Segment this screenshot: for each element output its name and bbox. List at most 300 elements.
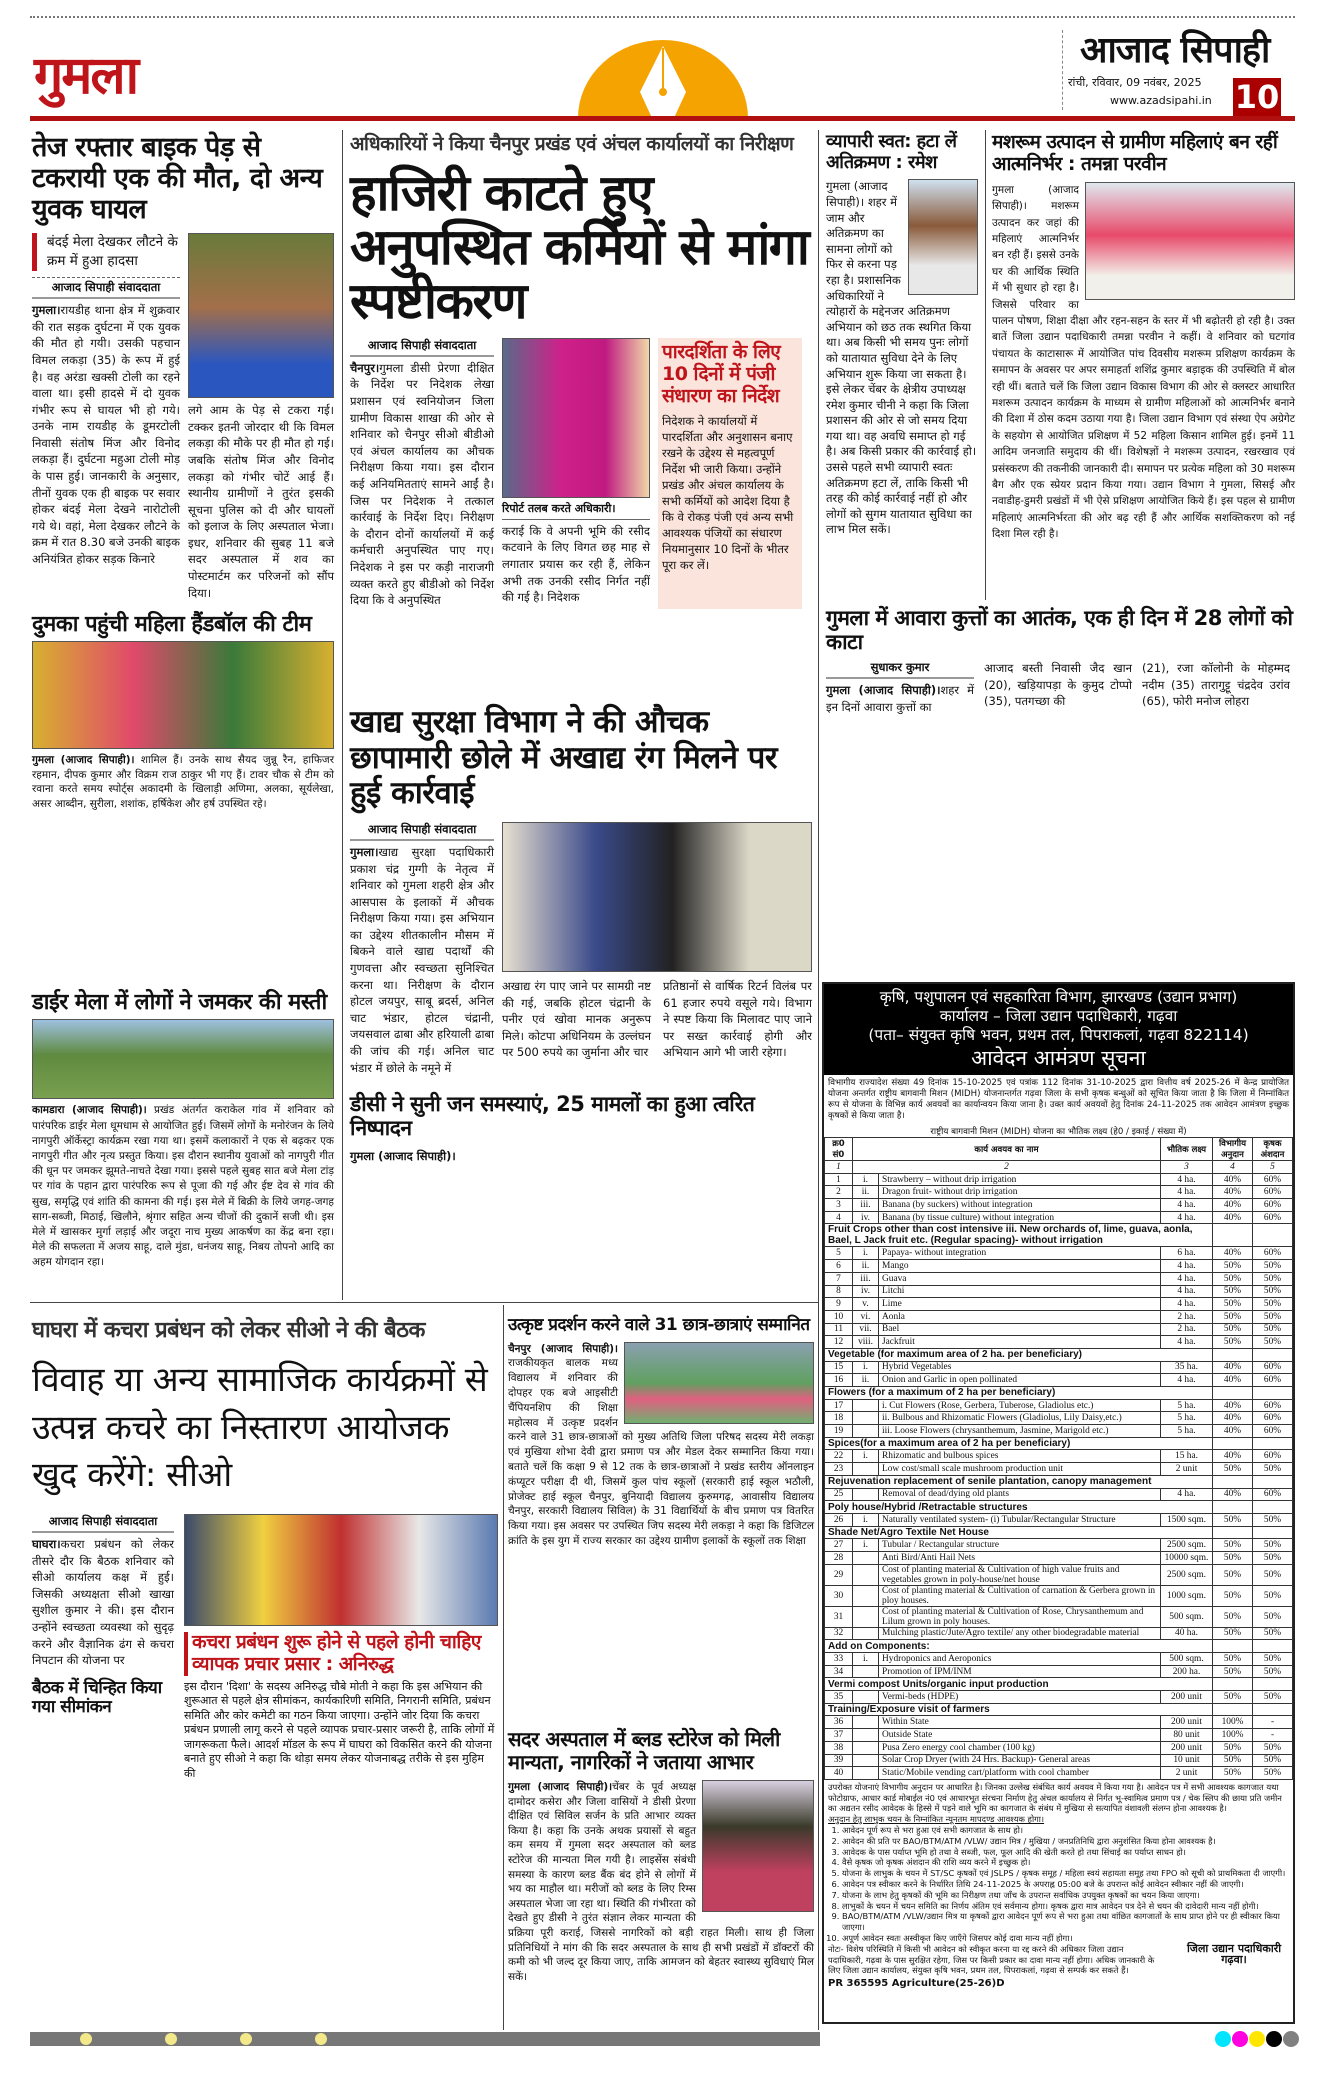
table-row: [825, 1539, 1293, 1552]
table-row: [825, 1361, 1293, 1374]
farmer-share-cell: 60%: [1253, 1450, 1293, 1463]
sub-index-cell: [853, 1412, 879, 1425]
subsidy-cell: 50%: [1213, 1551, 1253, 1564]
empty-cell: [1213, 1703, 1253, 1716]
article-body: (21), रजा कॉलोनी के मोहम्मद नदीम (35) तारागुट्टू चंद्रदेव उरांव (65), फोरी मनोज लोहरा: [1142, 661, 1290, 709]
subsidy-cell: 50%: [1213, 1310, 1253, 1323]
table-row: [825, 1450, 1293, 1463]
article-body: आजाद बस्ती निवासी जैद खान (20), खड़ियापड़ा के कुमुद टोप्पो (35), पतगच्छा की: [984, 661, 1132, 709]
empty-cell: [1253, 1526, 1293, 1539]
table-section-row: [825, 1387, 1293, 1400]
empty-cell: [1253, 1475, 1293, 1488]
subsidy-cell: 40%: [1213, 1173, 1253, 1186]
dateline: गुमला (आजाद सिपाही)।: [826, 683, 941, 698]
target-cell: 35 ha.: [1161, 1361, 1213, 1374]
serial-cell: 30: [825, 1585, 853, 1606]
table-row: [825, 1272, 1293, 1285]
subsidy-cell: 50%: [1213, 1767, 1253, 1780]
article-body: चेंबर के पूर्व अध्यक्ष दामोदर कसेरा और जिला वासियों ने डीसी प्रेरणा दीक्षित एवं सिविल सर्जन के प्रति आभार व्यक्त किया है। कहा कि उनके अथक प्रयासों से बहुत कम समय में गुमला सदर अस्पताल को ब्लड स्टोरेज की मान्यता मिल गयी है। लाइसेंस संबंधी समस्या के कारण ब्लड बैंक बंद होने से: [508, 1781, 696, 1881]
col-number: 5: [1253, 1161, 1293, 1174]
component-cell: Solar Crop Dryer (with 24 Hrs. Backup)- General areas: [879, 1754, 1161, 1767]
table-row: [825, 1425, 1293, 1438]
table-section-row: [825, 1703, 1293, 1716]
component-cell: Cost of planting material & Cultivation of Rose, Chrysanthemum and Lilum grown in poly houses.: [879, 1606, 1161, 1627]
serial-cell: 6: [825, 1260, 853, 1273]
subsidy-cell: 40%: [1213, 1374, 1253, 1387]
table-row: [825, 1186, 1293, 1199]
sub-index-cell: [853, 1399, 879, 1412]
serial-cell: 10: [825, 1310, 853, 1323]
dateline: कामडारा (आजाद सिपाही)।: [32, 1104, 147, 1117]
component-cell: Hybrid Vegetables: [879, 1361, 1161, 1374]
table-section-row: [825, 1526, 1293, 1539]
target-cell: 4 ha.: [1161, 1260, 1213, 1273]
headline: सदर अस्पताल में ब्लड स्टोरेज को मिली मान्यता, नागरिकों ने जताया आभार: [508, 1727, 780, 1774]
subsidy-cell: 50%: [1213, 1539, 1253, 1552]
serial-cell: 26: [825, 1513, 853, 1526]
serial-cell: 38: [825, 1741, 853, 1754]
farmer-share-cell: 60%: [1253, 1488, 1293, 1501]
empty-cell: [1253, 1348, 1293, 1361]
sub-index-cell: [853, 1488, 879, 1501]
empty-cell: [1253, 1387, 1293, 1400]
farmer-share-cell: 60%: [1253, 1412, 1293, 1425]
target-cell: 500 sqm.: [1161, 1653, 1213, 1666]
serial-cell: 16: [825, 1374, 853, 1387]
component-cell: Guava: [879, 1272, 1161, 1285]
website-link[interactable]: www.azadsipahi.in: [1110, 94, 1212, 107]
criteria-title: अनुदान हेतु लाभुक चयन के निम्नांकित न्यूनतम मापदण्ड आवश्यक होगा।: [828, 1814, 1045, 1825]
farmer-share-cell: -: [1253, 1716, 1293, 1729]
criteria-item: 10. अपूर्ण आवेदन स्वतः अस्वीकृत किए जाएँगे जिसपर कोई दावा मान्य नहीं होगा।: [842, 1933, 1289, 1944]
farmer-share-cell: -: [1253, 1729, 1293, 1742]
farmer-share-cell: 60%: [1253, 1361, 1293, 1374]
target-cell: 80 unit: [1161, 1729, 1213, 1742]
headline: तेज रफ्तार बाइक पेड़ से टकरायी एक की मौत, दो अन्य युवक घायल: [32, 132, 323, 226]
sub-index-cell: i.: [853, 1653, 879, 1666]
farmer-share-cell: 60%: [1253, 1425, 1293, 1438]
serial-cell: 15: [825, 1361, 853, 1374]
target-cell: 200 unit: [1161, 1691, 1213, 1704]
component-cell: Mulching plastic/Jute/Agro textile/ any other biodegradable material: [879, 1627, 1161, 1640]
table-row: [825, 1564, 1293, 1585]
component-cell: Low cost/small scale mushroom production unit: [879, 1463, 1161, 1476]
sub-index-cell: ii.: [853, 1374, 879, 1387]
sub-index-cell: i.: [853, 1247, 879, 1260]
officer-photo: [502, 338, 650, 498]
component-cell: Banana (by suckers) without integration: [879, 1199, 1161, 1212]
farmer-share-cell: 50%: [1253, 1272, 1293, 1285]
criteria-item: 3. आवेदक के पास पर्याप्त भूमि हो तथा वे सब्जी, फल, फूल आदि की खेती करते हो तथा सिंचाई का पर्याप्त साधन हो।: [842, 1847, 1289, 1858]
headline: उत्कृष्ट प्रदर्शन करने वाले 31 छात्र-छात्राएं सम्मानित: [508, 1315, 810, 1335]
farmer-share-cell: 50%: [1253, 1653, 1293, 1666]
table-row: [825, 1399, 1293, 1412]
subsidy-cell: 50%: [1213, 1585, 1253, 1606]
subsidy-cell: 50%: [1213, 1272, 1253, 1285]
component-cell: Naturally ventilated system- (i) Tubular/Rectangular Structure: [879, 1513, 1161, 1526]
component-cell: Static/Mobile vending cart/platform with cool chamber: [879, 1767, 1161, 1780]
empty-cell: [1213, 1526, 1253, 1539]
table-row: [825, 1260, 1293, 1273]
serial-cell: 31: [825, 1606, 853, 1627]
ad-department: कृषि, पशुपालन एवं सहकारिता विभाग, झारखण्ड (उद्यान प्रभाग): [879, 988, 1238, 1006]
target-cell: 2 ha.: [1161, 1310, 1213, 1323]
raid-photo: [502, 822, 812, 972]
component-cell: Cost of planting material & Cultivation of carnation & Gerbera grown in ploy houses.: [879, 1585, 1161, 1606]
article-body: रायडीह थाना क्षेत्र में शुक्रवार की रात सड़क दुर्घटना में एक युवक की मौत हो गयी। उसकी पहचान विमल लकड़ा (35) के रूप में हुई है। वह अरंडा खक्सी टोली का रहने वाला था। इसी हादसे में दो युवक गंभीर रूप से घायल भी हो गये। उनके नाम रायडीह के डूमरटोली निवासी संतोष मिंज और विनोद लकड़ा हैं। दुर्घटना महुआ टोली मोड़ के पास हुई। जानकारी के अनुसार, तीनों युवक एक ही बाइक पर सवार होकर बंदई मेला देखने नारोटोली गये थे। वहां, मेला देखकर लौटने के क्रम में रात 8.30 बजे उनकी बाइक अनियंत्रित होकर सड़क किनारे: [32, 303, 180, 567]
empty-cell: [1213, 1437, 1253, 1450]
subsidy-cell: 50%: [1213, 1606, 1253, 1627]
ad-note: नोटः- विशेष परिस्थिति में किसी भी आवेदन को स्वीकृत करना या रद्द करने की अधिकार जिला उद्यान पदाधिकारी, गढ़वा के पास सुरक्षित रहेगा, जिस पर किसी प्रकार का दावा मान्य नहीं होगा। अधिक जानकारी के लिए जिला उद्यान कार्यालय, संयुक्त कृषि भवन, प्रथम तल, पिपराकलां, गढ़वा से सम्पर्क कर सकते हैं।: [828, 1943, 1155, 1976]
serial-cell: 36: [825, 1716, 853, 1729]
article-body: गुमला (आजाद सिपाही)। शहर में जाम और अतिक्रमण का सामना लोगों को फिर से करना पड़ रहा है। प्रशासनिक अधिकारियों ने त्योहारों के मद्देनजर अतिक्रमण अभियान को छठ तक स्थगित किया था। अब किसी भी समय पुनः लोगों को यातायात सुविधा देने के लिए अभियान शुरू किया जा सकता है। इसे लेकर चेंबर के क्षेत्रीय उपाध्यक्ष रमेश कुमार चीनी ने कहा कि जिला प्रशासन की ओर से जो समय दिया गया था। वह अवधि समाप्त हो गई है। अब किसी प्रकार की कार्रवाई हो। उससे पहले सभी व्यापारी स्वतः अतिक्रमण हटा लें, ताकि किसी भी तरह की कोई कार्रवाई नहीं हो और लोगों को सुगम यातायात सुविधा का लाभ मिल सकें।: [826, 179, 977, 537]
students-photo: [624, 1342, 814, 1424]
table-section-row: [825, 1640, 1293, 1653]
target-cell: 4 ha.: [1161, 1272, 1213, 1285]
subsidy-cell: 40%: [1213, 1450, 1253, 1463]
article-trader: [826, 132, 978, 538]
serial-cell: 17: [825, 1399, 853, 1412]
component-cell: Vermi-beds (HDPE): [879, 1691, 1161, 1704]
box-headline: पारदर्शिता के लिए 10 दिनों में पंजी संधारण का निर्देश: [662, 340, 781, 407]
sub-index-cell: vi.: [853, 1310, 879, 1323]
registration-mark: [1232, 2031, 1248, 2047]
criteria-item: 5. योजना के लाभुक के चयन में ST/SC कृषकों एवं JSLPS / कृषक समूह / महिला स्वयं सहायता समूह तथा FPO को सूची को प्राथमिकता दी जाएगी।: [842, 1868, 1289, 1879]
subsidy-cell: 40%: [1213, 1186, 1253, 1199]
article-stray-dogs: [826, 606, 1295, 715]
serial-cell: 5: [825, 1247, 853, 1260]
sub-index-cell: i.: [853, 1539, 879, 1552]
meeting-photo: [184, 1514, 498, 1626]
col-header: भौतिक लक्ष्य: [1161, 1138, 1213, 1161]
serial-cell: 12: [825, 1336, 853, 1349]
byline: आजाद सिपाही संवाददाता: [32, 277, 180, 299]
sub-index-cell: ii.: [853, 1186, 879, 1199]
kicker: घाघरा में कचरा प्रबंधन को लेकर सीओ ने की बैठक: [32, 1318, 425, 1343]
section-title: Rejuvenation replacement of senile plantation, canopy management: [825, 1475, 1213, 1488]
criteria-item: 9. BAO/BTM/ATM /VLW/उद्यान मित्र या कृषकों द्वारा आवेदन पूर्ण रूप से भरा हुआ तथा वांछित कागजातों के साथ प्राप्त होने पर ही स्वीकार किया जाएगा।: [842, 1911, 1289, 1933]
ramesh-photo: [908, 179, 978, 295]
headline: गुमला में आवारा कुत्तों का आतंक, एक ही दिन में 28 लोगों को काटा: [826, 606, 1293, 655]
column-divider: [985, 130, 986, 600]
article-body: अखाद्य रंग पाए जाने पर सामग्री नष्ट की गई, जबकि होटल चंद्रानी के पनीर एवं खोवा मानक अनुरूप मिले। कोटपा अधिनियम के उल्लंघन पर 500 रुपये का जुर्माना और चार: [502, 978, 651, 1060]
farmer-share-cell: 50%: [1253, 1627, 1293, 1640]
empty-cell: [1213, 1224, 1253, 1247]
sub-index-cell: [853, 1665, 879, 1678]
target-cell: 2500 sqm.: [1161, 1564, 1213, 1585]
farmer-share-cell: 50%: [1253, 1665, 1293, 1678]
headline: खाद्य सुरक्षा विभाग ने की औचक छापामारी छोले में अखाद्य रंग मिलने पर हुई कार्रवाई: [350, 704, 778, 812]
subsidy-cell: 40%: [1213, 1488, 1253, 1501]
article-inspection: [350, 134, 812, 609]
farmer-share-cell: 50%: [1253, 1310, 1293, 1323]
table-section-row: [825, 1678, 1293, 1691]
ad-notes: [824, 1780, 1293, 1978]
target-cell: 5 ha.: [1161, 1412, 1213, 1425]
subsidy-cell: 50%: [1213, 1564, 1253, 1585]
table-row: [825, 1247, 1293, 1260]
table-row: [825, 1729, 1293, 1742]
subsidy-cell: 40%: [1213, 1399, 1253, 1412]
column-divider: [503, 1305, 504, 2030]
headline: व्यापारी स्वत: हटा लें अतिक्रमण : रमेश: [826, 131, 957, 173]
dateline: गुमला।: [350, 844, 379, 859]
ad-office: कार्यालय – जिला उद्यान पदाधिकारी, गढ़वा: [939, 1007, 1178, 1025]
col-number: 4: [1213, 1161, 1253, 1174]
article-food-safety: [350, 705, 812, 1076]
subheadline: बंदई मेला देखकर लौटने के क्रम में हुआ हादसा: [32, 233, 180, 271]
farmer-share-cell: 60%: [1253, 1399, 1293, 1412]
component-cell: Outside State: [879, 1729, 1161, 1742]
component-cell: Hydroponics and Aeroponics: [879, 1653, 1161, 1666]
serial-cell: 8: [825, 1285, 853, 1298]
article-body: प्रखंड अंतर्गत कराकेल गांव में शनिवार को पारंपरिक डाईर मेला धूमधाम से आयोजित हुई। जिसमें लोगों के मनोरंजन के लिये नागपुरी ऑर्केस्ट्रा कार्यक्रम रखा गया था। इसमें कलाकारों ने एक से बढ़कर एक नागपुरी गीत और नृत्य प्रस्तुत किया। इस दौरान स्थानीय युवाओं को नागपुरी गीत की धून पर जमकर झूमते-नाचते देखा गया। इससे पहले सुबह सात बजे मेला टांड़ पर गांव के पहान द्वारा पारंपरिक रूप से पूजा की गई और ईष्ट देव से गांव की सुख, समृद्धि एवं शांति की कामना की गई। इस मेले में बिक्री के लिये जगह-जगह साग-सब्जी, मिठाई, खिलौने, श्रृंगार सहित अन्य चीजों की दुकानें सजी थी। इस मेले में खासकर मुर्गा लड़ाई और जदूरा नाच मुख्य आकर्षण का केंद्र बना रहा। मेले की सफलता में अजय साहू, दाले मुंडा, धनंजय साहू, निबय तोपनो आदि का अहम योगदान रहा।: [32, 1104, 334, 1269]
table-row: [825, 1374, 1293, 1387]
subsidy-cell: 40%: [1213, 1199, 1253, 1212]
table-row: [825, 1199, 1293, 1212]
article-body: कचरा प्रबंधन को लेकर तीसरे दौर कि बैठक शनिवार को सीओ कार्यालय कक्ष में हुई। जिसकी अध्यक्षता सीओ खाखा सुशील कुमार ने की। इस दौरान उन्होंने स्वच्छता व्यवस्था को सुदृढ़ करने और वैज्ञानिक ढंग से कचरा निपटान की योजना पर: [32, 1537, 174, 1668]
empty-cell: [1253, 1224, 1293, 1247]
target-cell: 2 unit: [1161, 1463, 1213, 1476]
table-row: [825, 1310, 1293, 1323]
target-cell: 4 ha.: [1161, 1285, 1213, 1298]
table-row: [825, 1691, 1293, 1704]
dateline: गुमला (आजाद सिपाही)।: [350, 1149, 456, 1164]
component-cell: i. Cut Flowers (Rose, Gerbera, Tuberose, Gladiolus etc.): [879, 1399, 1161, 1412]
criteria-item: 1. आवेदन पूर्ण रूप से भरा हुआ एवं सभी कागजात के साथ हो।: [842, 1825, 1289, 1836]
farmer-share-cell: 60%: [1253, 1374, 1293, 1387]
subsidy-cell: 50%: [1213, 1285, 1253, 1298]
target-cell: 500 sqm.: [1161, 1606, 1213, 1627]
target-cell: 1500 sqm.: [1161, 1513, 1213, 1526]
subsidy-cell: 50%: [1213, 1741, 1253, 1754]
empty-cell: [1213, 1348, 1253, 1361]
empty-cell: [1253, 1703, 1293, 1716]
table-row: [825, 1463, 1293, 1476]
registration-mark: [1215, 2031, 1231, 2047]
empty-cell: [1253, 1437, 1293, 1450]
table-section-row: [825, 1475, 1293, 1488]
farmer-share-cell: 50%: [1253, 1551, 1293, 1564]
subsidy-cell: 100%: [1213, 1729, 1253, 1742]
section-title: Poly house/Hybrid /Retractable structures: [825, 1501, 1213, 1514]
col-number: 3: [1161, 1161, 1213, 1174]
masthead-divider: [1062, 30, 1063, 110]
article-dc-hearing: [350, 1092, 812, 1165]
dateline: रांची, रविवार, 09 नवंबर, 2025: [1068, 76, 1202, 89]
serial-cell: 32: [825, 1627, 853, 1640]
table-row: [825, 1412, 1293, 1425]
sub-index-cell: iv.: [853, 1211, 879, 1224]
subsidy-cell: 50%: [1213, 1323, 1253, 1336]
subsidy-cell: 40%: [1213, 1425, 1253, 1438]
article-bike-accident: [32, 132, 334, 601]
table-row: [825, 1336, 1293, 1349]
empty-cell: [1213, 1678, 1253, 1691]
fair-photo: [32, 1019, 334, 1099]
target-cell: 4 ha.: [1161, 1199, 1213, 1212]
farmer-share-cell: 60%: [1253, 1247, 1293, 1260]
victim-photo: [188, 233, 334, 398]
subsidy-cell: 40%: [1213, 1247, 1253, 1260]
criteria-item: 8. लाभुकों के चयन में चयन समिति का निर्णय अंतिम एवं सर्वमान्य होगा। कृषक द्वारा मात्र आवेदन पत्र देने से चयन की दावेदारी मान्य नहीं होगी।: [842, 1901, 1289, 1912]
empty-cell: [1213, 1387, 1253, 1400]
section-title: Training/Exposure visit of farmers: [825, 1703, 1213, 1716]
byline: आजाद सिपाही संवाददाता: [32, 1514, 174, 1533]
sub-headline: कचरा प्रबंधन शुरू होने से पहले होनी चाहिए व्यापक प्रचार प्रसार : अनिरुद्ध: [192, 1631, 481, 1675]
article-handball: [32, 612, 334, 811]
farmer-share-cell: 60%: [1253, 1173, 1293, 1186]
target-cell: 6 ha.: [1161, 1247, 1213, 1260]
sub-index-cell: i.: [853, 1450, 879, 1463]
sub-index-cell: [853, 1425, 879, 1438]
component-cell: Bael: [879, 1323, 1161, 1336]
criteria-item: 6. आवेदन पत्र स्वीकार करने के निर्धारित तिथि 24-11-2025 के अपराह्न 05:00 बजे के उपरान्त कोई आवेदन स्वीकार नहीं की जाएगी।: [842, 1879, 1289, 1890]
farmer-share-cell: 50%: [1253, 1585, 1293, 1606]
serial-cell: 23: [825, 1463, 853, 1476]
print-color-bar: [30, 2032, 820, 2046]
component-cell: Within State: [879, 1716, 1161, 1729]
column-divider: [818, 130, 819, 2030]
ad-header: [824, 984, 1293, 1075]
component-cell: Removal of dead/dying old plants: [879, 1488, 1161, 1501]
serial-cell: 28: [825, 1551, 853, 1564]
target-cell: 1000 sqm.: [1161, 1585, 1213, 1606]
section-title: Add on Components:: [825, 1640, 1213, 1653]
dateline: गुमला (आजाद सिपाही)।: [32, 754, 135, 767]
target-cell: 2500 sqm.: [1161, 1539, 1213, 1552]
page-number: 10: [1234, 78, 1280, 116]
serial-cell: 39: [825, 1754, 853, 1767]
ad-title: आवेदन आमंत्रण सूचना: [971, 1046, 1146, 1070]
sub-index-cell: i.: [853, 1513, 879, 1526]
article-body: प्रतिष्ठानों से वार्षिक रिटर्न विलंब पर 61 हजार रुपये वसूले गये। विभाग ने स्पष्ट किया कि मिलावट पाए जाने पर सख्त कार्रवाई होगी और अभियान आगे भी जारी रहेगा।: [663, 978, 812, 1060]
serial-cell: 37: [825, 1729, 853, 1742]
article-students-honoured: [508, 1316, 814, 1549]
table-section-row: [825, 1224, 1293, 1247]
col-header: कृषक अंशदान: [1253, 1138, 1293, 1161]
target-cell: 10 unit: [1161, 1754, 1213, 1767]
dateline: चैनपुर (आजाद सिपाही)।: [508, 1342, 618, 1355]
sub-index-cell: ii.: [853, 1260, 879, 1273]
farmer-share-cell: 50%: [1253, 1767, 1293, 1780]
sub-index-cell: [853, 1741, 879, 1754]
article-dair-mela: [32, 990, 334, 1271]
table-section-row: [825, 1437, 1293, 1450]
sub-index-cell: [853, 1729, 879, 1742]
table-row: [825, 1298, 1293, 1311]
article-body: चैंपियनशिप की शिक्षा महोत्सव में उत्कृष्ट प्रदर्शन करने वाले 31 छात्र-छात्राओं को मुख्य अतिथि जिला परिषद सदस्य मेरी लकड़ा एवं मुखिया शोभा देवी द्वारा प्रमाण पत्र और मेडल देकर सम्मानित किया गया। बताते चलें कि कक्षा 9 से 12 तक के छात्र-छात्राओं ने प्रखंड स्तरीय ऑनलाइन कंप्यूटर परीक्षा दी थी, जिसमें कुल पांच स्कूलों (सरकारी हाई स्कूल भठौली, प्रोजेक्ट हाई स्कूल चैनपुर, बुनियादी विद्यालय कुरुमगढ़, आवासीय विद्यालय चैनपुर, सरकारी विद्यालय सिविल) के 31 विद्यार्थियों के बीच प्रमाण पत्र वितरित किया गया। इस अवसर पर उपस्थित जिप सदस्य मेरी लकड़ा ने कहा कि डिजिटल क्रांति के इस युग में राज्य सरकार का उद्देश्य ग्रामीण इलाकों के स्कूलों तक शिक्षा: [508, 1401, 814, 1547]
table-row: [825, 1513, 1293, 1526]
component-cell: iii. Loose Flowers (chrysanthemum, Jasmine, Marigold etc.): [879, 1425, 1161, 1438]
side-headline: बैठक में चिन्हित किया गया सीमांकन: [32, 1677, 162, 1718]
criteria-item: 4. वैसे कृषक जो कृषक अंशदान की राशि व्यय करने में इच्छुक हो।: [842, 1857, 1289, 1868]
table-row: [825, 1741, 1293, 1754]
article-blood-storage: [508, 1728, 814, 1984]
sub-index-cell: vii.: [853, 1323, 879, 1336]
col-header: विभागीय अनुदान: [1213, 1138, 1253, 1161]
table-row: [825, 1323, 1293, 1336]
farmer-share-cell: 50%: [1253, 1606, 1293, 1627]
farmer-share-cell: 60%: [1253, 1186, 1293, 1199]
dateline: चैनपुर।: [350, 360, 380, 375]
farmer-share-cell: 50%: [1253, 1323, 1293, 1336]
subsidy-cell: 50%: [1213, 1653, 1253, 1666]
serial-cell: 9: [825, 1298, 853, 1311]
headline: मशरूम उत्पादन से ग्रामीण महिलाएं बन रहीं आत्मनिर्भर : तमन्ना परवीन: [992, 131, 1278, 175]
subsidy-cell: 50%: [1213, 1463, 1253, 1476]
sub-index-cell: [853, 1463, 879, 1476]
sub-index-cell: [853, 1564, 879, 1585]
farmer-share-cell: 50%: [1253, 1513, 1293, 1526]
team-photo: [32, 641, 334, 749]
subsidy-cell: 50%: [1213, 1260, 1253, 1273]
component-cell: Strawberry – without drip irrigation: [879, 1173, 1161, 1186]
serial-cell: 27: [825, 1539, 853, 1552]
section-title: Vermi compost Units/organic input production: [825, 1678, 1213, 1691]
table-section-row: [825, 1501, 1293, 1514]
section-title: गुमला: [34, 46, 138, 106]
section-title: Vegetable (for maximum area of 2 ha. per beneficiary): [825, 1348, 1213, 1361]
component-cell: Dragon fruit- without drip irrigation: [879, 1186, 1161, 1199]
newspaper-name: आजाद सिपाही: [1080, 30, 1270, 71]
signatory: जिला उद्यान पदाधिकारी गढ़वा।: [1186, 1941, 1282, 1966]
subsidy-cell: 50%: [1213, 1627, 1253, 1640]
farmer-share-cell: 60%: [1253, 1199, 1293, 1212]
target-cell: 200 unit: [1161, 1716, 1213, 1729]
article-body: गुमला डीसी प्रेरणा दीक्षित के निर्देश पर निदेशक लेखा प्रशासन एवं स्वनियोजन जिला ग्रामीण विकास शाखा की ओर से शनिवार को चैनपुर सीओ बीडीओ एवं अंचल कार्यालय का औचक निरीक्षण किया गया। इस दौरान कई अनियमितताएं सामने आईं है। जिस पर निदेशक ने तत्काल कार्रवाई के निर्देश दिए। निरीक्षण के दौरान दोनों कार्यालयों में कई कर्मचारी अनुपस्थित पाए गए। निदेशक ने इस पर कड़ी नाराजगी व्यक्त करते हुए बीडीओ को निर्देश दिया कि वे अनुपस्थित: [350, 360, 494, 608]
subsidy-cell: 50%: [1213, 1513, 1253, 1526]
article-body: शामिल हैं। उनके साथ सैयद जुन्नू रैन, हाफिजर रहमान, दीपक कुमार और विक्रम राज ठाकुर भी गए हैं। टावर चौक से टीम को रवाना करते समय स्पोर्ट्स अकादमी के खिलाड़ी अणिमा, अलका, सूर्यलेखा, असर आब्दीन, सुरीला, शशांक, हर्षिकेश और हर्ष उपस्थित रहे।: [32, 754, 335, 810]
scheme-table: [824, 1137, 1293, 1780]
damodar-photo: [702, 1780, 814, 1912]
target-cell: 4 ha.: [1161, 1173, 1213, 1186]
serial-cell: 4: [825, 1211, 853, 1224]
empty-cell: [1213, 1475, 1253, 1488]
serial-cell: 40: [825, 1767, 853, 1780]
criteria-item: 7. योजना के लाभ हेतु कृषकों की भूमि का निरीक्षण तथा जाँच के उपरान्त सर्वाधिक उपयुक्त कृषकों का चयन किया जाएगा।: [842, 1890, 1289, 1901]
section-title: Fruit Crops other than cost intensive iii. New orchards of, lime, guava, aonla, Bael, L Jack fruit etc. (Regular spacing)- without irrigation: [825, 1224, 1213, 1247]
component-cell: ii. Bulbous and Rhizomatic Flowers (Gladiolus, Lily Daisy,etc.): [879, 1412, 1161, 1425]
empty-cell: [1253, 1678, 1293, 1691]
table-row: [825, 1173, 1293, 1186]
subsidy-cell: 50%: [1213, 1691, 1253, 1704]
dateline: घाघरा।: [32, 1537, 61, 1552]
byline: सुधाकर कुमार: [826, 660, 974, 679]
component-cell: Anti Bird/Anti Hail Nets: [879, 1551, 1161, 1564]
table-section-row: [825, 1348, 1293, 1361]
serial-cell: 25: [825, 1488, 853, 1501]
sub-index-cell: v.: [853, 1298, 879, 1311]
subsidy-cell: 40%: [1213, 1361, 1253, 1374]
serial-cell: 33: [825, 1653, 853, 1666]
sub-index-cell: [853, 1691, 879, 1704]
subsidy-cell: 100%: [1213, 1716, 1253, 1729]
sub-index-cell: viii.: [853, 1336, 879, 1349]
target-cell: 4 ha.: [1161, 1488, 1213, 1501]
photo-caption: रिपोर्ट तलब करते अधिकारी।: [502, 498, 650, 520]
table-row: [825, 1627, 1293, 1640]
article-body: लगे आम के पेड़ से टकरा गई। टक्कर इतनी जोरदार थी कि विमल लकड़ा की मौके पर ही मौत हो गई। जबकि संतोष मिंज और विनोद लकड़ा को गंभीर चोटें आई हैं। स्थानीय ग्रामीणों ने तुरंत इसकी सूचना पुलिस को दी और घायलों को इलाज के लिए अस्पताल भेजा। इधर, शनिवार की सुबह 11 बजे सदर अस्पताल में शव का पोस्टमार्टम कर परिजनों को सौंप दिया।: [188, 403, 334, 600]
farmer-share-cell: 50%: [1253, 1260, 1293, 1273]
serial-cell: 35: [825, 1691, 853, 1704]
component-cell: Pusa Zero energy cool chamber (100 kg): [879, 1741, 1161, 1754]
farmer-share-cell: 50%: [1253, 1285, 1293, 1298]
sub-index-cell: iv.: [853, 1285, 879, 1298]
headline: दुमका पहुंची महिला हैंडबॉल की टीम: [32, 612, 312, 637]
empty-cell: [1253, 1640, 1293, 1653]
top-dotted-rule: [30, 16, 1295, 18]
